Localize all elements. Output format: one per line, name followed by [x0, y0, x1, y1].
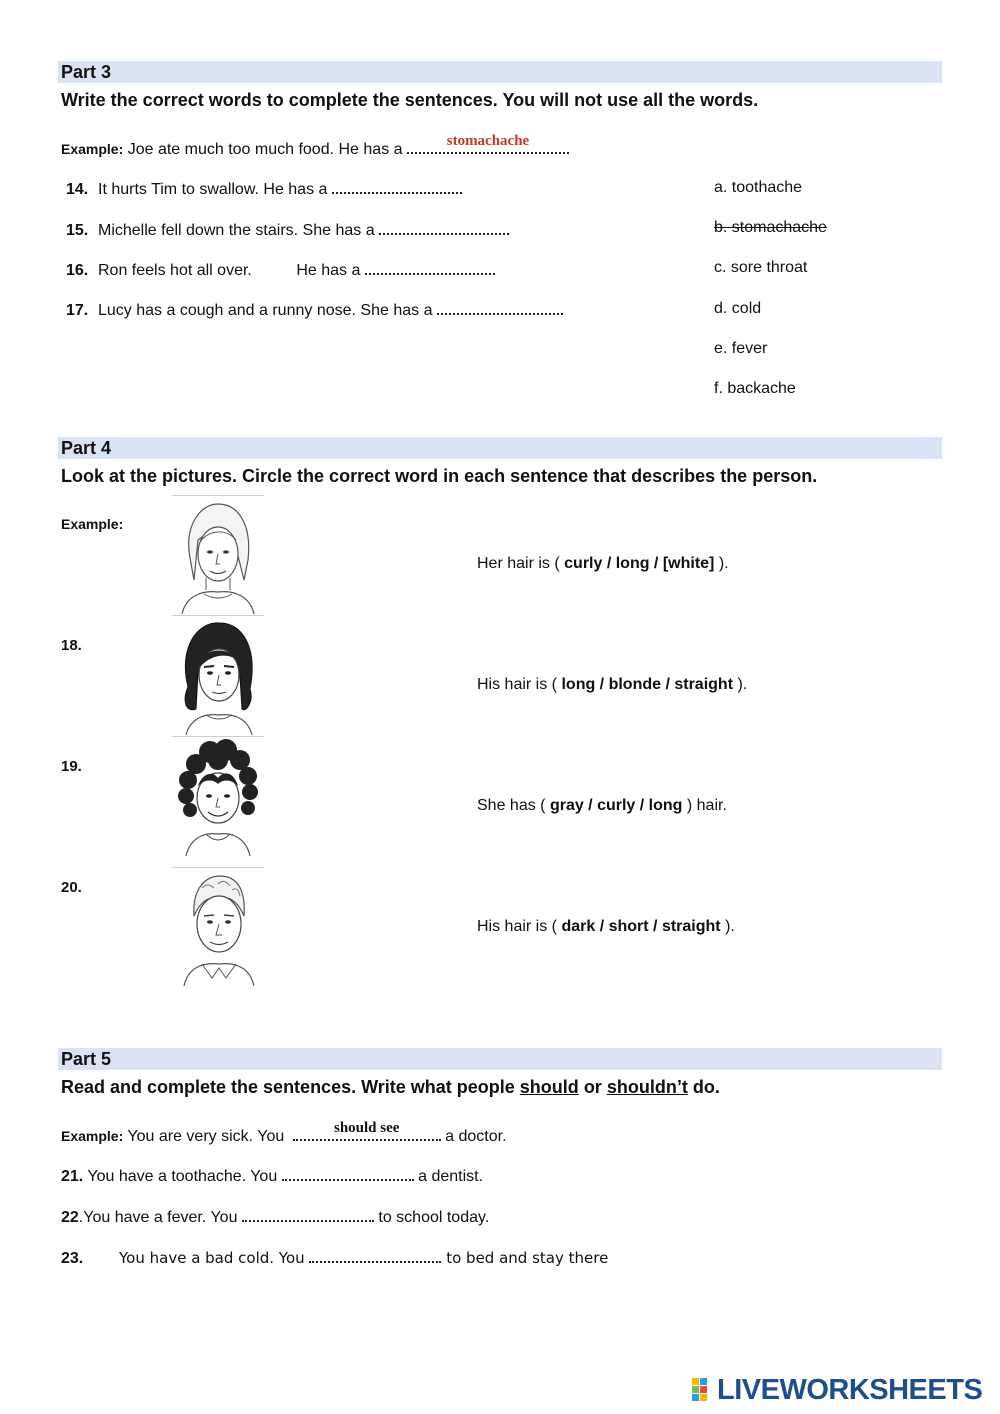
question-after: to bed and stay there — [446, 1249, 609, 1267]
question-15 — [66, 219, 509, 241]
example-answer-blank — [407, 133, 569, 154]
part3-header-bar — [58, 61, 942, 83]
sentence-20 — [477, 918, 735, 936]
woman-white-hair-image — [172, 496, 264, 614]
question-after: to school today. — [378, 1209, 490, 1226]
question-17 — [66, 299, 563, 321]
sentence-pre: She has ( — [477, 797, 546, 814]
sentence-post: ) hair. — [686, 797, 727, 814]
option-b: b. stomachache — [714, 219, 827, 236]
word-choices[interactable]: dark / short / straight — [561, 918, 721, 935]
logo-text: LIVEWORKSHEETS — [717, 1373, 983, 1406]
example-answer: should see — [333, 1120, 400, 1136]
part4-title: Part 4 — [61, 438, 112, 458]
question-number: 22 — [61, 1209, 79, 1226]
sentence-post: ). — [737, 676, 748, 693]
example-answer: stomachache — [446, 133, 530, 149]
answer-blank-16[interactable] — [365, 259, 495, 275]
liveworksheets-logo — [691, 1375, 982, 1405]
question-18-number: 18. — [61, 637, 82, 654]
question-text: .You have a fever. You — [78, 1209, 238, 1226]
should-word: should — [519, 1077, 579, 1097]
divider — [172, 736, 264, 737]
sentence-pre: His hair is ( — [477, 676, 558, 693]
sentence-18 — [477, 676, 747, 694]
option-e: e. fever — [714, 340, 768, 357]
part4-instruction: Look at the pictures. Circle the correct word in each sentence that describes the person. — [61, 466, 818, 486]
sentence-19 — [477, 797, 727, 815]
question-14 — [66, 178, 462, 200]
question-16 — [66, 259, 495, 281]
or-word: or — [583, 1077, 602, 1097]
part5-title: Part 5 — [61, 1049, 112, 1069]
example-label: Example: — [61, 141, 124, 157]
question-number: 15. — [66, 222, 89, 239]
part5-instruction — [61, 1077, 720, 1098]
part3-example — [61, 133, 569, 160]
example-answer-blank — [293, 1120, 441, 1141]
sentence-post: ). — [725, 918, 735, 935]
option-d: d. cold — [714, 300, 762, 317]
question-text: You have a bad cold. You — [119, 1249, 305, 1267]
answer-blank-17[interactable] — [437, 299, 563, 315]
example-after: a doctor. — [445, 1128, 507, 1145]
part5-example — [61, 1120, 507, 1147]
answer-blank-23[interactable] — [309, 1247, 441, 1263]
part5-header-bar — [58, 1048, 942, 1070]
question-text: Ron feels hot all over. — [98, 262, 252, 279]
question-text: You have a toothache. You — [87, 1168, 278, 1185]
sentence-post: ). — [718, 555, 729, 572]
question-number: 17. — [66, 302, 89, 319]
answer-blank-21[interactable] — [282, 1165, 414, 1181]
question-number: 14. — [66, 181, 89, 198]
question-text: It hurts Tim to swallow. He has a — [98, 181, 328, 198]
question-21 — [61, 1165, 483, 1187]
sentence-example — [477, 555, 729, 573]
question-number: 16. — [66, 262, 89, 279]
word-choices[interactable]: curly / long / [white] — [564, 555, 715, 572]
part3-instruction: Write the correct words to complete the sentences. You will not use all the words. — [61, 90, 759, 110]
girl-curly-hair-image — [172, 738, 264, 856]
shouldnt-word: shouldn’t — [606, 1077, 688, 1097]
question-20-number: 20. — [61, 879, 82, 896]
part3-title: Part 3 — [61, 62, 112, 82]
example-number: Example: — [61, 516, 124, 532]
question-text-2: He has a — [296, 262, 361, 279]
logo-blocks-icon — [691, 1376, 717, 1404]
question-number: 23. — [61, 1250, 84, 1267]
part4-header-bar — [58, 437, 942, 459]
man-short-hair-image — [172, 868, 264, 986]
instruction-text: Read and complete the sentences. Write what people — [61, 1077, 515, 1097]
word-choices[interactable]: long / blonde / straight — [561, 676, 734, 693]
sentence-pre: Her hair is ( — [477, 555, 560, 572]
word-choices[interactable]: gray / curly / long — [549, 797, 683, 814]
option-f: f. backache — [714, 380, 796, 397]
example-label: Example: — [61, 1128, 124, 1144]
example-text: Joe ate much too much food. He has a — [127, 141, 403, 158]
man-long-hair-image — [172, 617, 264, 735]
question-after: a dentist. — [418, 1168, 484, 1185]
question-22 — [61, 1206, 489, 1228]
answer-blank-15[interactable] — [379, 219, 509, 235]
question-number: 21. — [61, 1168, 84, 1185]
divider — [172, 615, 264, 616]
question-23 — [61, 1247, 608, 1269]
question-19-number: 19. — [61, 758, 82, 775]
question-text: Michelle fell down the stairs. She has a — [98, 222, 375, 239]
option-c: c. sore throat — [714, 259, 808, 276]
question-text: Lucy has a cough and a runny nose. She has a — [98, 302, 433, 319]
sentence-pre: His hair is ( — [477, 918, 558, 935]
example-text: You are very sick. You — [127, 1128, 285, 1145]
answer-blank-14[interactable] — [332, 178, 462, 194]
instruction-end: do. — [692, 1077, 720, 1097]
option-a: a. toothache — [714, 179, 803, 196]
answer-blank-22[interactable] — [242, 1206, 374, 1222]
